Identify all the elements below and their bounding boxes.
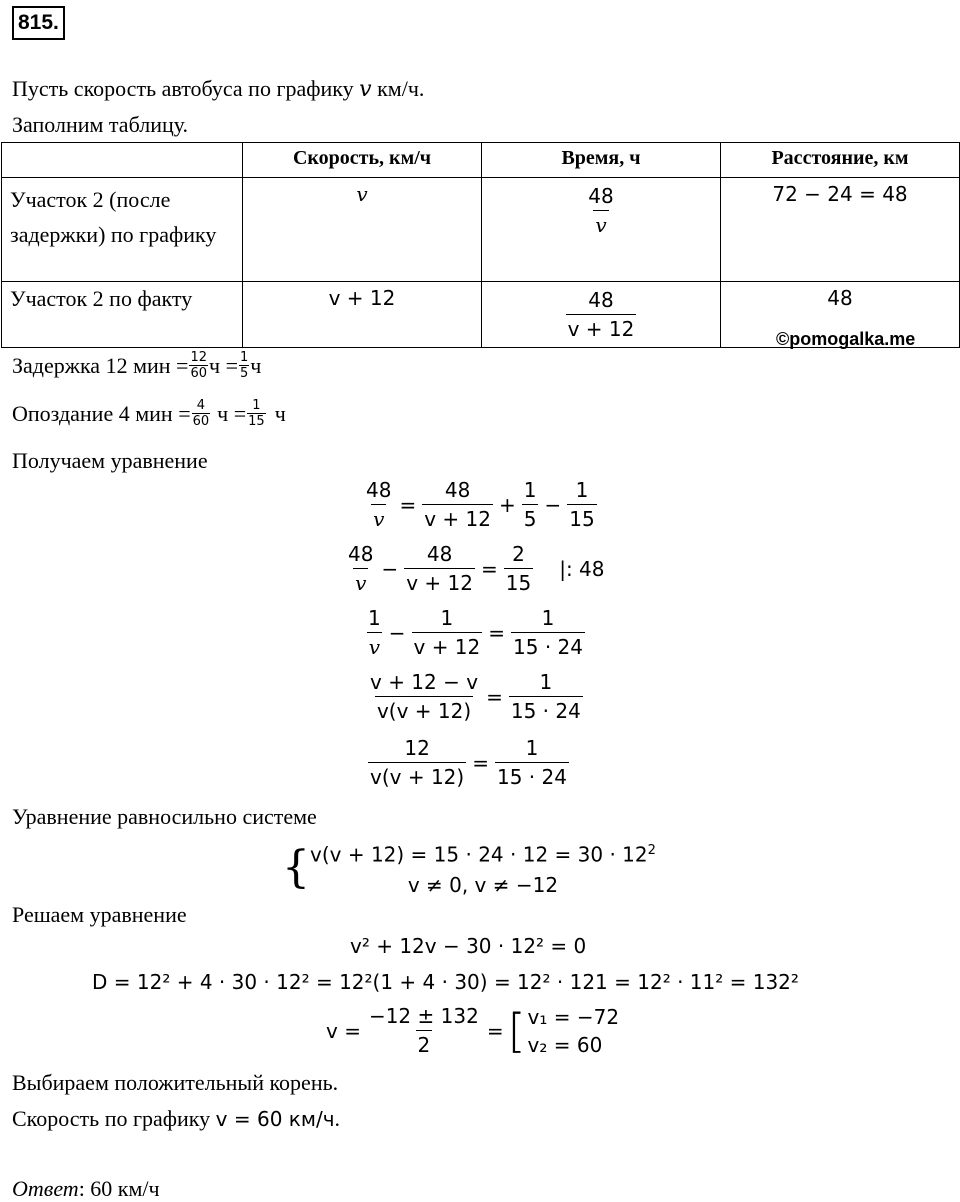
late-prefix: Опоздание 4 мин =: [12, 400, 191, 426]
intro-line1-prefix: Пусть скорость автобуса по графику: [12, 76, 360, 101]
get-equation-text: Получаем уравнение: [12, 448, 208, 473]
equation-3: $\frac{1}{v}$ − $\frac{1}{v + 12}$ = $\frac{1}{15 \cdot 24}$: [368, 606, 584, 659]
delay-f1-num: 12: [190, 350, 207, 365]
table-header-time: Время, ч: [482, 143, 721, 178]
eq3-c-den: 15 · 24: [511, 632, 585, 661]
eq3-b-den: v + 12: [412, 632, 483, 661]
roots-r2: v₂ = 60: [527, 1032, 603, 1057]
eq5-c-num: 1: [525, 736, 539, 760]
late-f2-num: 1: [252, 398, 261, 413]
eq4-c-den: 15 · 24: [509, 696, 583, 725]
table-header-distance: Расстояние, км: [721, 143, 960, 178]
row2-time-num: 48: [588, 288, 614, 312]
table-row: [2, 178, 960, 282]
eq5-a-num: 12: [404, 736, 430, 760]
delay-line: [12, 350, 261, 381]
eq2-b-den: v + 12: [404, 568, 475, 597]
delay-mid: ч =: [209, 352, 238, 378]
equation-4: $\frac{v + 12 - v}{v(v + 12)}$ = $\frac{1}{15 \cdot 24}$: [370, 670, 581, 723]
late-line: [12, 398, 286, 429]
eq1-d-num: 1: [575, 478, 589, 502]
delay-unit: ч: [250, 352, 262, 378]
intro-line2: Заполним таблицу.: [12, 112, 189, 137]
roots-eq: =: [486, 1018, 504, 1043]
eq5-a-den: v(v + 12): [368, 762, 466, 791]
table-header-speed: Скорость, км/ч: [243, 143, 482, 178]
choose-text: Выбираем положительный корень.: [12, 1070, 339, 1095]
row1-time-den: v: [593, 210, 608, 239]
delay-f2-num: 1: [239, 350, 249, 365]
eq3-a-den: v: [367, 632, 382, 661]
eq1-b-den: v + 12: [422, 504, 493, 533]
table-header-empty: [2, 143, 243, 178]
eq2-b-num: 48: [426, 542, 453, 566]
late-f2-den: 15: [248, 414, 265, 429]
roots-lhs: v =: [326, 1018, 361, 1043]
row2-distance: 48: [721, 282, 960, 348]
eq1-b-num: 48: [444, 478, 471, 502]
eq2-c-den: 15: [504, 568, 533, 597]
intro-line1-suffix: км/ч.: [371, 76, 425, 101]
eq2-c-num: 2: [512, 542, 525, 566]
row1-speed: v: [356, 182, 368, 206]
eq2-a-den: v: [353, 568, 368, 597]
table-header-row: [2, 143, 960, 178]
watermark: ©pomogalka.me: [776, 329, 916, 349]
equation-1: $\frac{48}{v}$ = $\frac{48}{v + 12}$ + $\frac{1}{5}$ − $\frac{1}{15}$: [366, 478, 595, 531]
eq1-a-den: v: [371, 504, 386, 533]
eq1-c-den: 5: [522, 504, 539, 533]
late-f1-num: 4: [196, 398, 206, 413]
late-mid: ч =: [217, 400, 247, 426]
system: [282, 836, 656, 900]
eq5-c-den: 15 · 24: [495, 762, 569, 791]
eq2-a-num: 48: [348, 542, 374, 566]
result-formula: v = 60 км/ч: [215, 1107, 335, 1131]
system-line1-sup: 2: [647, 843, 656, 858]
equation-5: $\frac{12}{v(v + 12)}$ = $\frac{1}{15 \cdot 24}$: [370, 736, 567, 789]
row2-time-den: v + 12: [566, 314, 637, 343]
eq4-a-num: v + 12 − v: [370, 670, 479, 694]
row2-speed: v + 12: [328, 286, 396, 310]
delay-f1-den: 60: [190, 366, 207, 381]
eq1-c-num: 1: [523, 478, 537, 502]
roots-den: 2: [416, 1030, 433, 1059]
row1-distance: 72 − 24 = 48: [721, 178, 960, 282]
delay-prefix: Задержка 12 мин =: [12, 352, 189, 378]
roots-num: −12 ± 132: [368, 1004, 479, 1028]
eq2-note: |: 48: [559, 556, 605, 581]
row1-time-fraction: [586, 182, 615, 239]
row2-label: Участок 2 по факту: [2, 282, 243, 348]
row2-time-fraction: [566, 286, 637, 343]
solve-text: Решаем уравнение: [12, 902, 187, 927]
system-line1-wrap: [310, 836, 656, 870]
system-brace: {: [282, 841, 310, 893]
answer-label: Ответ: [12, 1176, 79, 1201]
roots-r1: v₁ = −72: [527, 1004, 620, 1029]
result-line: [12, 1106, 340, 1132]
row1-label: Участок 2 (после задержки) по графику: [2, 178, 243, 282]
eq1-d-den: 15: [567, 504, 596, 533]
eq4-a-den: v(v + 12): [375, 696, 473, 725]
result-suffix: .: [334, 1106, 341, 1131]
quadratic-equation: v² + 12v − 30 · 12² = 0: [350, 934, 587, 958]
system-line1: v(v + 12) = 15 · 24 · 12 = 30 · 12: [310, 842, 648, 867]
answer-value: : 60 км/ч: [78, 1176, 160, 1201]
roots-bracket: [: [507, 1003, 526, 1058]
system-line2: v ≠ 0, v ≠ −12: [407, 872, 559, 897]
eq3-b-num: 1: [440, 606, 454, 630]
row1-time-num: 48: [588, 184, 614, 208]
eq1-a-num: 48: [366, 478, 392, 502]
roots-formula: [326, 1002, 619, 1059]
data-table: [1, 142, 960, 348]
eq4-c-num: 1: [539, 670, 553, 694]
result-prefix: Скорость по графику: [12, 1106, 216, 1131]
late-f1-den: 60: [192, 414, 210, 429]
answer-line: [12, 1176, 160, 1202]
late-unit: ч: [274, 400, 286, 426]
delay-f2-den: 5: [239, 366, 249, 381]
system-text: Уравнение равносильно системе: [12, 804, 317, 829]
eq3-c-num: 1: [541, 606, 555, 630]
discriminant: D = 12² + 4 · 30 · 12² = 12²(1 + 4 · 30) = 12² · 121 = 12² · 11² = 132²: [92, 970, 799, 994]
intro-line1: [12, 76, 424, 102]
equation-2: $\frac{48}{v}$ − $\frac{48}{v + 12}$ = $\frac{2}{15}$ |: 48: [348, 542, 605, 595]
intro-var: v: [359, 77, 372, 102]
problem-number: 815.: [12, 6, 65, 40]
eq3-a-num: 1: [368, 606, 381, 630]
